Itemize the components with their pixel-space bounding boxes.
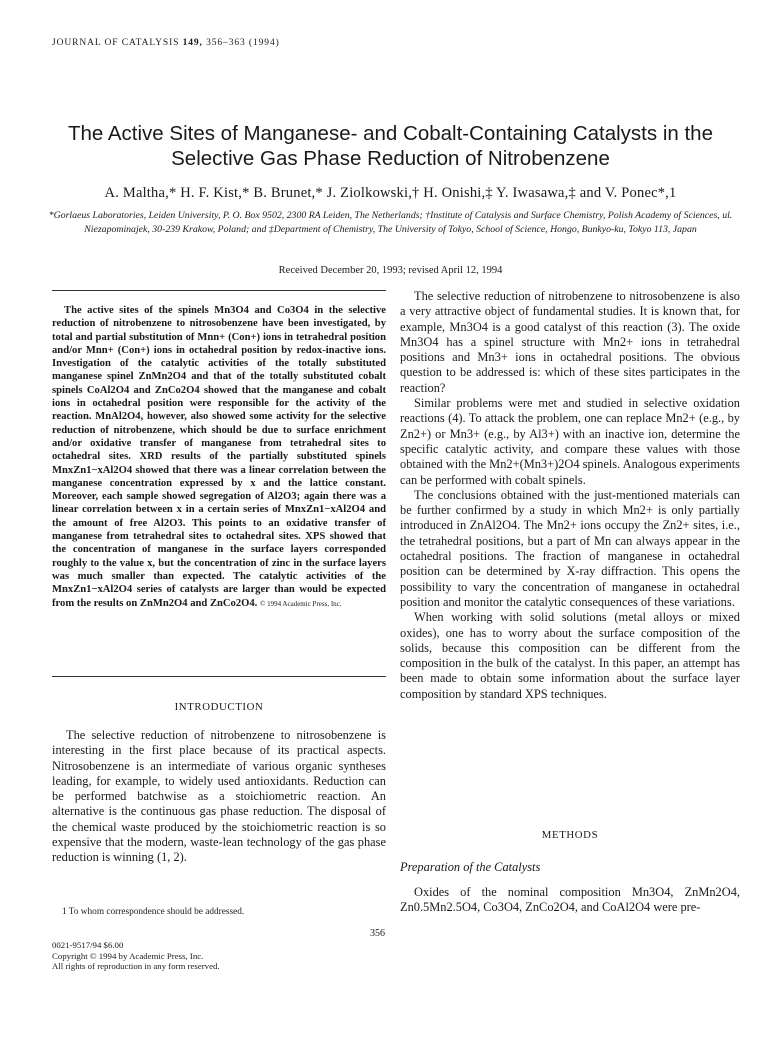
right-paragraph: Similar problems were met and studied in selective oxidation reactions (4). To attack the problem, one can replace Mn2+ (e.g., by Zn2+) or Mn3+ (e.g., by Al3+) with an inactive ion, determine the specific catalytic activity, and compare these values with those obtained with the Mn2+(Mn3+)2O4 spinels. Analogous experiments can be performed with cobalt spinels. <box>400 396 740 487</box>
received-date: Received December 20, 1993; revised April 12, 1994 <box>278 265 503 276</box>
journal-header <box>52 38 280 48</box>
paper-title: The Active Sites of Manganese- and Cobalt-Containing Catalysts in the Selective Gas Phase Reduction of Nitrobenzene <box>68 122 713 170</box>
right-paragraph: When working with solid solutions (metal alloys or mixed oxides), one has to worry about the surface composition of the solids, because this composition can be different from the composition in the bulk of the catalyst. In this paper, an attempt has been made to obtain some information about the surface layer composition by standard XPS techniques. <box>400 610 740 701</box>
introduction-body <box>52 728 386 866</box>
right-paragraph: The selective reduction of nitrobenzene to nitrosobenzene is also a very attractive object of fundamental studies. It is known that, for example, Mn3O4 is a good catalyst of this reaction (3). The oxide Mn3O4 has a spinel structure with Mn2+ ions in tetrahedral positions and Mn3+ ions in octahedral positions. The obvious question to be addressed is: which of these sites participates in the reaction? <box>400 289 740 395</box>
journal-name: JOURNAL OF CATALYSIS <box>52 38 180 48</box>
abstract-copyright: © 1994 Academic Press, Inc. <box>260 599 342 608</box>
right-paragraph: The conclusions obtained with the just-mentioned materials can be further confirmed by a study in which Mn2+ is only partially introduced in ZnAl2O4. The Mn2+ ions occupy the Zn2+ sites, i.e., the tetrahedral positions, but a part of Mn can always appear in the octahedral positions. The fraction of manganese in octahedral position can be determined by X-ray diffraction. This opens the possibility to vary the concentration of manganese in octahedral position and monitor the catalytic consequences of these variations. <box>400 487 740 609</box>
abstract <box>52 304 386 611</box>
page-number: 356 <box>370 928 385 939</box>
subsection-heading: Preparation of the Catalysts <box>400 860 541 874</box>
introduction-paragraph: The selective reduction of nitrobenzene to nitrosobenzene is interesting in the first place because of its practical aspects. Nitrosobenzene is an intermediate of various organic syntheses leading, for example, to widely used antioxidants. Reduction can be performed batchwise as a stoichiometric reaction. An alternative is the continuous gas phase reduction. The disposal of the chemical waste produced by the stoichiometric reaction is so expensive that the modern, waste-lean technology of the gas phase reduction is winning (1, 2). <box>52 728 386 865</box>
copyright-line: All rights of reproduction in any form reserved. <box>52 961 220 972</box>
journal-volume: 149, <box>182 38 203 48</box>
affiliations: *Gorlaeus Laboratories, Leiden University, P. O. Box 9502, 2300 RA Leiden, The Netherlands; †Institute of Catalysis and Surface Chemistry, Polish Academy of Sciences, ul. Niezapominajek, 30-239 Krakow, Poland; and ‡Department of Chemistry, The University of Tokyo, School of Science, Hongo, Bunkyo-ku, Tokyo 113, Japan <box>48 210 733 235</box>
methods-heading: METHODS <box>541 829 599 841</box>
copyright-block <box>52 940 220 972</box>
copyright-line: Copyright © 1994 by Academic Press, Inc. <box>52 950 204 961</box>
methods-paragraph: Oxides of the nominal composition Mn3O4, ZnMn2O4, Zn0.5Mn2.5O4, Co3O4, ZnCo2O4, and CoAl2O4 were pre- <box>400 885 740 915</box>
abstract-top-rule <box>52 290 386 291</box>
abstract-text: The active sites of the spinels Mn3O4 and Co3O4 in the selective reduction of nitrobenzene to nitrosobenzene have been investigated, by total and partial substitution of Mnn+ (Con+) ions in tetrahedral position and/or Mnn+ (Con+) ions in octahedral position by redox-inactive ions. Investigation of the catalytic activities of the totally substituted manganese spinel ZnMn2O4 and that of the totally substituted cobalt spinels CoAl2O4 and ZnCo2O4 showed that the manganese and cobalt ions in octahedral position were responsible for the activity of the reaction. MnAl2O4, however, also showed some activity for the selective reduction of nitrobenzene, which should be due to surface enrichment and/or oxidative transfer of manganese from tetrahedral sites to octahedral sites. XRD results of the partially substituted spinels MnxZn1−xAl2O4 showed that there was a linear correlation between the manganese concentration expressed by x and the lattice constant. Moreover, each sample showed segregation of Al2O3; again there was a linear correlation between x in a certain series of MnxZn1−xAl2O4 and the amount of free Al2O3. This points to an oxidative transfer of manganese from tetrahedral sites to octahedral sites. XPS showed that the concentration of manganese in the surface layers corresponded roughly to the value x, but the concentration of zinc in the surface layers was much smaller than expected. The catalytic activities of the MnxZn1−xAl2O4 series of catalysts are larger than would be expected from the results on ZnMn2O4 and ZnCo2O4. <box>52 305 386 609</box>
journal-pages: 356–363 (1994) <box>206 38 280 48</box>
abstract-bottom-rule <box>52 676 386 677</box>
copyright-line: 0021-9517/94 $6.00 <box>52 940 124 950</box>
introduction-heading: INTRODUCTION <box>174 701 264 713</box>
right-column-body <box>400 289 740 702</box>
author-list: A. Maltha,* H. F. Kist,* B. Brunet,* J. Ziolkowski,† H. Onishi,‡ Y. Iwasawa,‡ and V. Ponec*,1 <box>104 185 677 201</box>
footnote: 1 To whom correspondence should be addressed. <box>62 907 245 917</box>
methods-body <box>400 885 740 916</box>
